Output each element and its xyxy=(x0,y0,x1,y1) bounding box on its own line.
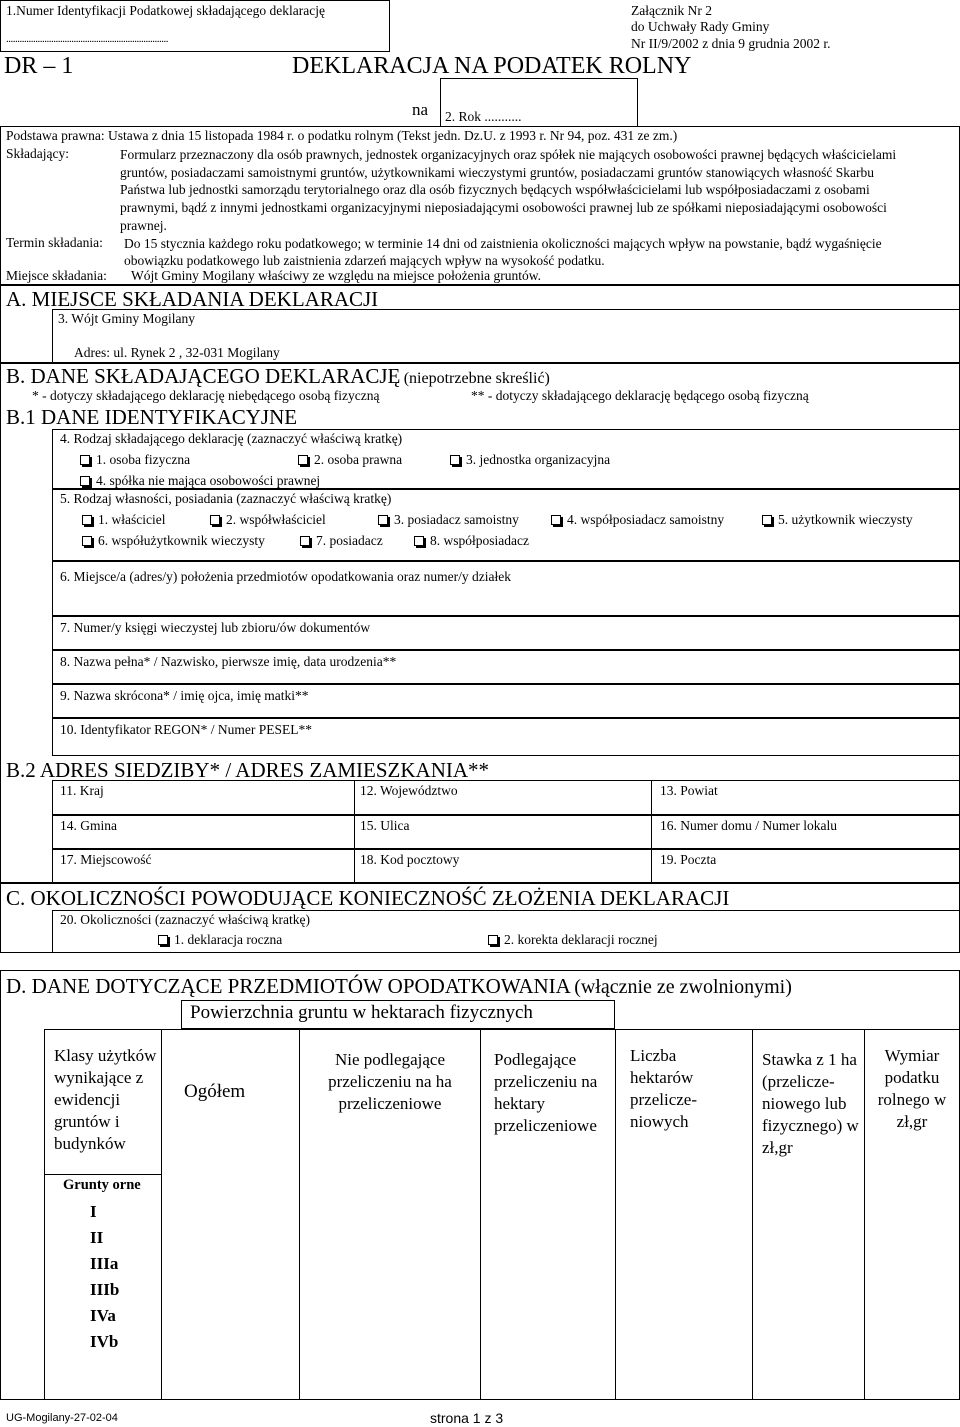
checkbox[interactable] xyxy=(210,515,220,525)
field-16-label: 16. Numer domu / Numer lokalu xyxy=(660,818,837,833)
b2-title: B.2 ADRES SIEDZIBY* / ADRES ZAMIESZKANIA** xyxy=(6,758,490,782)
field-19-label: 19. Poczta xyxy=(660,852,717,867)
checkbox[interactable] xyxy=(158,935,168,945)
submitter-label: Składający: xyxy=(6,146,69,161)
c-option-correction[interactable]: 2. korekta deklaracji rocznej xyxy=(488,932,658,948)
table-col-line xyxy=(615,1029,616,1400)
section-a-title: A. MIEJSCE SKŁADANIA DEKLARACJI xyxy=(6,287,379,311)
land-class-iva: IVa xyxy=(90,1306,116,1325)
land-class-i: I xyxy=(90,1202,97,1221)
checkbox[interactable] xyxy=(450,455,460,465)
section-c-title: C. OKOLICZNOŚCI POWODUJĄCE KONIECZNOŚĆ ZŁOŻENIA DEKLARACJI xyxy=(6,886,730,910)
f4-option-natural-person[interactable]: 1. osoba fizyczna xyxy=(80,452,190,468)
place-label: Miejsce składania: xyxy=(6,268,107,283)
field-14-label: 14. Gmina xyxy=(60,818,117,833)
checkbox[interactable] xyxy=(82,515,92,525)
checkbox[interactable] xyxy=(551,515,561,525)
address: Adres: ul. Rynek 2 , 32-031 Mogilany xyxy=(74,345,280,360)
section-b-title xyxy=(6,364,550,389)
footnote-natural-person: ** - dotyczy składającego deklarację będącego osobą fizyczną xyxy=(471,388,809,403)
section-d-title xyxy=(6,974,792,999)
field-11-label: 11. Kraj xyxy=(60,783,104,798)
col-tax: Wymiar podatku rolnego w zł,gr xyxy=(877,1046,947,1131)
year-na: na xyxy=(412,100,429,119)
land-class-iiia: IIIa xyxy=(90,1254,119,1273)
table-top-line xyxy=(44,1029,960,1030)
place-text: Wójt Gminy Mogilany właściwy ze względu na miejsce położenia gruntów. xyxy=(131,268,542,283)
checkbox[interactable] xyxy=(80,455,90,465)
f5-option-owner[interactable]: 1. właściciel xyxy=(82,512,165,528)
attachment-line3: Nr II/9/2002 z dnia 9 grudnia 2002 r. xyxy=(631,36,831,51)
land-class-ii: II xyxy=(90,1228,104,1247)
field-13-label: 13. Powiat xyxy=(660,783,718,798)
col-not-converted: Nie podlegające przeliczeniu na ha przeliczeniowe xyxy=(328,1050,452,1113)
land-class-ivb: IVb xyxy=(90,1332,119,1351)
f5-option-independent-holder[interactable]: 3. posiadacz samoistny xyxy=(378,512,519,528)
f4-option-organizational-unit[interactable]: 3. jednostka organizacyjna xyxy=(450,452,610,468)
land-class-iiib: IIIb xyxy=(90,1280,120,1299)
col-rate: Stawka z 1 ha (przelicze-niowego lub fizycznego) w zł,gr xyxy=(762,1050,859,1157)
section-d-note: (włącznie ze zwolnionymi) xyxy=(574,976,792,998)
field-18-label: 18. Kod pocztowy xyxy=(360,852,460,867)
table-col-line xyxy=(752,1029,753,1400)
land-class-rows xyxy=(90,1199,119,1355)
section-b-heading: B. DANE SKŁADAJĄCEGO DEKLARACJĘ xyxy=(6,364,401,388)
col-converted: Podlegające przeliczeniu na hektary przeliczeniowe xyxy=(494,1050,598,1135)
submitter-text: Formularz przeznaczony dla osób prawnych, jednostek organizacyjnych oraz spółek nie mających osobowości prawnej będących właścicielami gruntów, posiadaczami samoistnymi gruntów, użytkownikami wieczystymi gruntów, posiadaczami gruntów stanowiących własność Skarbu Państwa lub jednostki samorządu terytorialnego oraz dla osób fizycznych będących współwłaścicielami lub współposiadaczami z osobami prawnymi, bądź z innymi jednostkami organizacyjnymi nieposiadającymi osobowości prawnej lub ze spółkami nieposiadającymi osobowości prawnej. xyxy=(120,147,897,233)
col-total: Ogółem xyxy=(184,1081,246,1102)
field-17-label: 17. Miejscowość xyxy=(60,852,152,867)
table-col-line xyxy=(864,1029,865,1400)
field-7-label: 7. Numer/y księgi wieczystej lub zbioru/ów dokumentów xyxy=(60,620,371,635)
field-6-label: 6. Miejsce/a (adres/y) położenia przedmiotów opodatkowania oraz numer/y działek xyxy=(60,569,511,584)
attachment-line1: Załącznik Nr 2 xyxy=(631,3,712,18)
checkbox[interactable] xyxy=(300,536,310,546)
f5-option-co-owner[interactable]: 2. współwłaściciel xyxy=(210,512,326,528)
c-option-annual[interactable]: 1. deklaracja roczna xyxy=(158,932,282,948)
field-9-label: 9. Nazwa skrócona* / imię ojca, imię matki** xyxy=(60,688,309,703)
checkbox[interactable] xyxy=(82,536,92,546)
field-10-label: 10. Identyfikator REGON* / Numer PESEL** xyxy=(60,722,312,737)
attachment-line2: do Uchwały Rady Gminy xyxy=(631,19,770,34)
table-col-line xyxy=(299,1029,300,1400)
checkbox[interactable] xyxy=(414,536,424,546)
col-land-classes: Klasy użytków wynikające z ewidencji gruntów i budynków xyxy=(54,1046,157,1153)
table-col-line xyxy=(44,1029,45,1400)
area-header: Powierzchnia gruntu w hektarach fizycznych xyxy=(190,1002,533,1023)
field-20-label: 20. Okoliczności (zaznaczyć właściwą kratkę) xyxy=(60,912,311,927)
checkbox[interactable] xyxy=(378,515,388,525)
field-5-label: 5. Rodzaj własności, posiadania (zaznaczyć właściwą kratkę) xyxy=(60,491,392,506)
table-col-line xyxy=(480,1029,481,1400)
f5-option-co-holder[interactable]: 8. współposiadacz xyxy=(414,533,529,549)
field-8-label: 8. Nazwa pełna* / Nazwisko, pierwsze imię, data urodzenia** xyxy=(60,654,397,669)
year-field[interactable]: 2. Rok ........... xyxy=(445,109,522,124)
form-title: DEKLARACJA NA PODATEK ROLNY xyxy=(292,53,692,79)
checkbox[interactable] xyxy=(80,476,90,486)
checkbox[interactable] xyxy=(298,455,308,465)
checkbox[interactable] xyxy=(488,935,498,945)
field-3-label: 3. Wójt Gminy Mogilany xyxy=(58,311,195,326)
f5-option-holder[interactable]: 7. posiadacz xyxy=(300,533,383,549)
f4-option-legal-person[interactable]: 2. osoba prawna xyxy=(298,452,402,468)
subhead-line xyxy=(44,1174,161,1175)
footer-code: UG-Mogilany-27-02-04 xyxy=(6,1412,118,1424)
nip-label: 1.Numer Identyfikacji Podatkowej składającego deklarację xyxy=(6,3,325,18)
footnote-legal-person: * - dotyczy składającego deklarację niebędącego osobą fizyczną xyxy=(32,388,380,403)
field-12-label: 12. Województwo xyxy=(360,783,458,798)
col-conversion-hectares: Liczba hektarów przelicze-niowych xyxy=(630,1046,697,1131)
section-d-heading: D. DANE DOTYCZĄCE PRZEDMIOTÓW OPODATKOWANIA xyxy=(6,974,571,998)
f5-option-perpetual-user[interactable]: 5. użytkownik wieczysty xyxy=(762,512,913,528)
form-code: DR – 1 xyxy=(4,53,74,79)
nip-field[interactable]: ........................................................................ xyxy=(6,33,168,45)
subhead-arable: Grunty orne xyxy=(63,1177,141,1193)
f4-option-company-no-legal[interactable]: 4. spółka nie mająca osobowości prawnej xyxy=(80,473,320,489)
deadline-label: Termin składania: xyxy=(6,235,103,250)
legal-basis: Podstawa prawna: Ustawa z dnia 15 listopada 1984 r. o podatku rolnym (Tekst jedn. Dz.U. z 1993 r. Nr 94, poz. 431 ze zm.) xyxy=(6,128,678,143)
f5-option-perpetual-co-user[interactable]: 6. współużytkownik wieczysty xyxy=(82,533,265,549)
checkbox[interactable] xyxy=(762,515,772,525)
f5-option-independent-co-holder[interactable]: 4. współposiadacz samoistny xyxy=(551,512,724,528)
table-col-line xyxy=(161,1029,162,1400)
section-b-note: (niepotrzebne skreślić) xyxy=(403,370,550,387)
b1-title: B.1 DANE IDENTYFIKACYJNE xyxy=(6,405,298,429)
deadline-text: Do 15 stycznia każdego roku podatkowego; w terminie 14 dni od zaistnienia okoliczności mających wpływ na powstanie, bądź wygaśnięcie obowiązku podatkowego lub zaistnienia zdarzeń mających wpływ na wysokość podatku. xyxy=(124,236,882,268)
field-4-label: 4. Rodzaj składającego deklarację (zaznaczyć właściwą kratkę) xyxy=(60,431,403,446)
field-15-label: 15. Ulica xyxy=(360,818,410,833)
footer-page: strona 1 z 3 xyxy=(430,1410,504,1426)
